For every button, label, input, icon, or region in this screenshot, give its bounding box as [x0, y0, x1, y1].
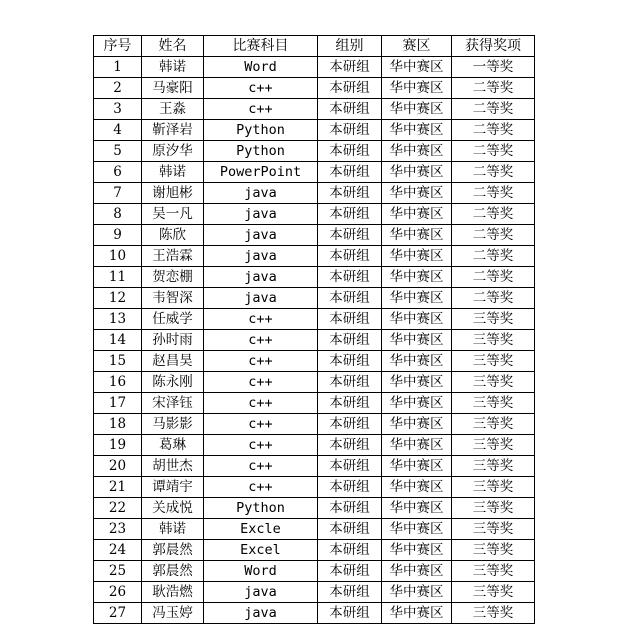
header-subject: 比赛科目 — [204, 36, 318, 57]
table-row — [94, 246, 535, 267]
cell-region: 华中赛区 — [382, 309, 452, 330]
cell-number: 8 — [94, 204, 142, 225]
cell-number: 21 — [94, 477, 142, 498]
cell-group: 本研组 — [318, 57, 382, 78]
cell-award: 三等奖 — [452, 603, 535, 624]
table-row — [94, 582, 535, 603]
cell-name: 任威学 — [142, 309, 204, 330]
cell-name: 孙时雨 — [142, 330, 204, 351]
cell-number: 24 — [94, 540, 142, 561]
cell-group: 本研组 — [318, 309, 382, 330]
table-row — [94, 351, 535, 372]
table-row — [94, 393, 535, 414]
table-row — [94, 435, 535, 456]
cell-subject: c++ — [204, 393, 318, 414]
cell-group: 本研组 — [318, 120, 382, 141]
cell-name: 原汐华 — [142, 141, 204, 162]
cell-subject: Python — [204, 120, 318, 141]
table-header-row — [94, 36, 535, 57]
cell-name: 靳泽岩 — [142, 120, 204, 141]
cell-number: 1 — [94, 57, 142, 78]
cell-number: 20 — [94, 456, 142, 477]
table-row — [94, 477, 535, 498]
cell-award: 二等奖 — [452, 141, 535, 162]
cell-number: 23 — [94, 519, 142, 540]
cell-number: 16 — [94, 372, 142, 393]
cell-award: 三等奖 — [452, 540, 535, 561]
cell-award: 二等奖 — [452, 162, 535, 183]
cell-group: 本研组 — [318, 393, 382, 414]
cell-name: 葛琳 — [142, 435, 204, 456]
header-number: 序号 — [94, 36, 142, 57]
cell-group: 本研组 — [318, 183, 382, 204]
cell-subject: c++ — [204, 351, 318, 372]
cell-award: 三等奖 — [452, 393, 535, 414]
cell-region: 华中赛区 — [382, 414, 452, 435]
cell-name: 谭靖宇 — [142, 477, 204, 498]
cell-group: 本研组 — [318, 267, 382, 288]
cell-region: 华中赛区 — [382, 435, 452, 456]
cell-award: 二等奖 — [452, 183, 535, 204]
table-row — [94, 519, 535, 540]
cell-subject: c++ — [204, 78, 318, 99]
table-row — [94, 141, 535, 162]
cell-name: 宋泽钰 — [142, 393, 204, 414]
cell-subject: java — [204, 603, 318, 624]
cell-subject: Word — [204, 561, 318, 582]
cell-group: 本研组 — [318, 498, 382, 519]
cell-subject: c++ — [204, 414, 318, 435]
cell-group: 本研组 — [318, 603, 382, 624]
cell-name: 赵昌昊 — [142, 351, 204, 372]
cell-region: 华中赛区 — [382, 78, 452, 99]
cell-award: 三等奖 — [452, 330, 535, 351]
cell-group: 本研组 — [318, 204, 382, 225]
cell-group: 本研组 — [318, 78, 382, 99]
cell-subject: c++ — [204, 456, 318, 477]
cell-number: 18 — [94, 414, 142, 435]
cell-number: 19 — [94, 435, 142, 456]
cell-group: 本研组 — [318, 225, 382, 246]
cell-group: 本研组 — [318, 582, 382, 603]
cell-subject: java — [204, 288, 318, 309]
cell-region: 华中赛区 — [382, 540, 452, 561]
cell-name: 韩诺 — [142, 57, 204, 78]
cell-region: 华中赛区 — [382, 162, 452, 183]
cell-group: 本研组 — [318, 99, 382, 120]
cell-award: 三等奖 — [452, 351, 535, 372]
cell-award: 三等奖 — [452, 309, 535, 330]
cell-region: 华中赛区 — [382, 498, 452, 519]
cell-award: 二等奖 — [452, 288, 535, 309]
table-row — [94, 456, 535, 477]
table-row — [94, 99, 535, 120]
cell-number: 3 — [94, 99, 142, 120]
table-row — [94, 498, 535, 519]
cell-group: 本研组 — [318, 561, 382, 582]
cell-region: 华中赛区 — [382, 225, 452, 246]
cell-region: 华中赛区 — [382, 120, 452, 141]
cell-number: 6 — [94, 162, 142, 183]
cell-name: 胡世杰 — [142, 456, 204, 477]
cell-name: 吴一凡 — [142, 204, 204, 225]
cell-group: 本研组 — [318, 540, 382, 561]
cell-number: 25 — [94, 561, 142, 582]
cell-name: 郭晨然 — [142, 540, 204, 561]
cell-number: 4 — [94, 120, 142, 141]
cell-award: 三等奖 — [452, 372, 535, 393]
table-row — [94, 603, 535, 624]
cell-subject: c++ — [204, 99, 318, 120]
cell-region: 华中赛区 — [382, 393, 452, 414]
cell-subject: java — [204, 183, 318, 204]
header-award: 获得奖项 — [452, 36, 535, 57]
table-row — [94, 330, 535, 351]
cell-group: 本研组 — [318, 414, 382, 435]
cell-group: 本研组 — [318, 519, 382, 540]
table-row — [94, 225, 535, 246]
cell-name: 贺恋棚 — [142, 267, 204, 288]
cell-award: 二等奖 — [452, 246, 535, 267]
cell-award: 二等奖 — [452, 204, 535, 225]
cell-subject: Python — [204, 141, 318, 162]
cell-name: 马豪阳 — [142, 78, 204, 99]
cell-subject: Python — [204, 498, 318, 519]
table-row — [94, 414, 535, 435]
cell-region: 华中赛区 — [382, 267, 452, 288]
cell-subject: c++ — [204, 477, 318, 498]
cell-award: 三等奖 — [452, 456, 535, 477]
table-row — [94, 78, 535, 99]
cell-number: 7 — [94, 183, 142, 204]
table-row — [94, 288, 535, 309]
cell-region: 华中赛区 — [382, 456, 452, 477]
table-row — [94, 561, 535, 582]
table-row — [94, 162, 535, 183]
table-row — [94, 183, 535, 204]
cell-region: 华中赛区 — [382, 330, 452, 351]
cell-award: 三等奖 — [452, 498, 535, 519]
cell-subject: java — [204, 267, 318, 288]
cell-subject: Excel — [204, 540, 318, 561]
cell-award: 二等奖 — [452, 267, 535, 288]
cell-group: 本研组 — [318, 330, 382, 351]
cell-number: 12 — [94, 288, 142, 309]
cell-award: 二等奖 — [452, 99, 535, 120]
cell-award: 一等奖 — [452, 57, 535, 78]
table-row — [94, 372, 535, 393]
cell-region: 华中赛区 — [382, 561, 452, 582]
cell-award: 三等奖 — [452, 414, 535, 435]
cell-group: 本研组 — [318, 246, 382, 267]
cell-number: 26 — [94, 582, 142, 603]
cell-group: 本研组 — [318, 141, 382, 162]
cell-region: 华中赛区 — [382, 183, 452, 204]
cell-number: 5 — [94, 141, 142, 162]
cell-name: 陈永刚 — [142, 372, 204, 393]
cell-subject: Word — [204, 57, 318, 78]
cell-number: 22 — [94, 498, 142, 519]
cell-number: 9 — [94, 225, 142, 246]
cell-name: 马影影 — [142, 414, 204, 435]
table-row — [94, 540, 535, 561]
cell-group: 本研组 — [318, 372, 382, 393]
cell-subject: PowerPoint — [204, 162, 318, 183]
table-row — [94, 204, 535, 225]
cell-subject: java — [204, 246, 318, 267]
cell-subject: java — [204, 582, 318, 603]
cell-award: 二等奖 — [452, 120, 535, 141]
cell-name: 陈欣 — [142, 225, 204, 246]
cell-region: 华中赛区 — [382, 582, 452, 603]
cell-region: 华中赛区 — [382, 246, 452, 267]
cell-name: 耿浩燃 — [142, 582, 204, 603]
cell-region: 华中赛区 — [382, 204, 452, 225]
cell-name: 韩诺 — [142, 162, 204, 183]
award-table — [93, 35, 535, 624]
cell-group: 本研组 — [318, 351, 382, 372]
cell-region: 华中赛区 — [382, 288, 452, 309]
cell-number: 2 — [94, 78, 142, 99]
cell-region: 华中赛区 — [382, 603, 452, 624]
cell-number: 27 — [94, 603, 142, 624]
cell-region: 华中赛区 — [382, 141, 452, 162]
cell-award: 三等奖 — [452, 561, 535, 582]
cell-subject: Excle — [204, 519, 318, 540]
cell-award: 三等奖 — [452, 477, 535, 498]
table-row — [94, 57, 535, 78]
header-name: 姓名 — [142, 36, 204, 57]
header-group: 组别 — [318, 36, 382, 57]
cell-name: 郭晨然 — [142, 561, 204, 582]
cell-name: 韦智深 — [142, 288, 204, 309]
cell-name: 王淼 — [142, 99, 204, 120]
cell-name: 关成悦 — [142, 498, 204, 519]
cell-award: 二等奖 — [452, 78, 535, 99]
cell-number: 15 — [94, 351, 142, 372]
cell-name: 谢旭彬 — [142, 183, 204, 204]
cell-region: 华中赛区 — [382, 372, 452, 393]
cell-group: 本研组 — [318, 162, 382, 183]
cell-group: 本研组 — [318, 456, 382, 477]
cell-subject: java — [204, 225, 318, 246]
cell-group: 本研组 — [318, 477, 382, 498]
header-region: 赛区 — [382, 36, 452, 57]
cell-name: 冯玉婷 — [142, 603, 204, 624]
table-body — [94, 57, 535, 624]
cell-number: 13 — [94, 309, 142, 330]
table-row — [94, 309, 535, 330]
cell-number: 11 — [94, 267, 142, 288]
cell-region: 华中赛区 — [382, 57, 452, 78]
cell-subject: java — [204, 204, 318, 225]
cell-subject: c++ — [204, 309, 318, 330]
cell-name: 韩诺 — [142, 519, 204, 540]
cell-group: 本研组 — [318, 288, 382, 309]
cell-region: 华中赛区 — [382, 351, 452, 372]
cell-number: 10 — [94, 246, 142, 267]
cell-number: 17 — [94, 393, 142, 414]
table-row — [94, 267, 535, 288]
cell-subject: c++ — [204, 435, 318, 456]
cell-region: 华中赛区 — [382, 519, 452, 540]
cell-subject: c++ — [204, 330, 318, 351]
cell-subject: c++ — [204, 372, 318, 393]
cell-award: 三等奖 — [452, 435, 535, 456]
cell-name: 王浩霖 — [142, 246, 204, 267]
cell-award: 三等奖 — [452, 582, 535, 603]
cell-group: 本研组 — [318, 435, 382, 456]
cell-number: 14 — [94, 330, 142, 351]
cell-region: 华中赛区 — [382, 477, 452, 498]
table-row — [94, 120, 535, 141]
cell-region: 华中赛区 — [382, 99, 452, 120]
cell-award: 二等奖 — [452, 225, 535, 246]
cell-award: 三等奖 — [452, 519, 535, 540]
